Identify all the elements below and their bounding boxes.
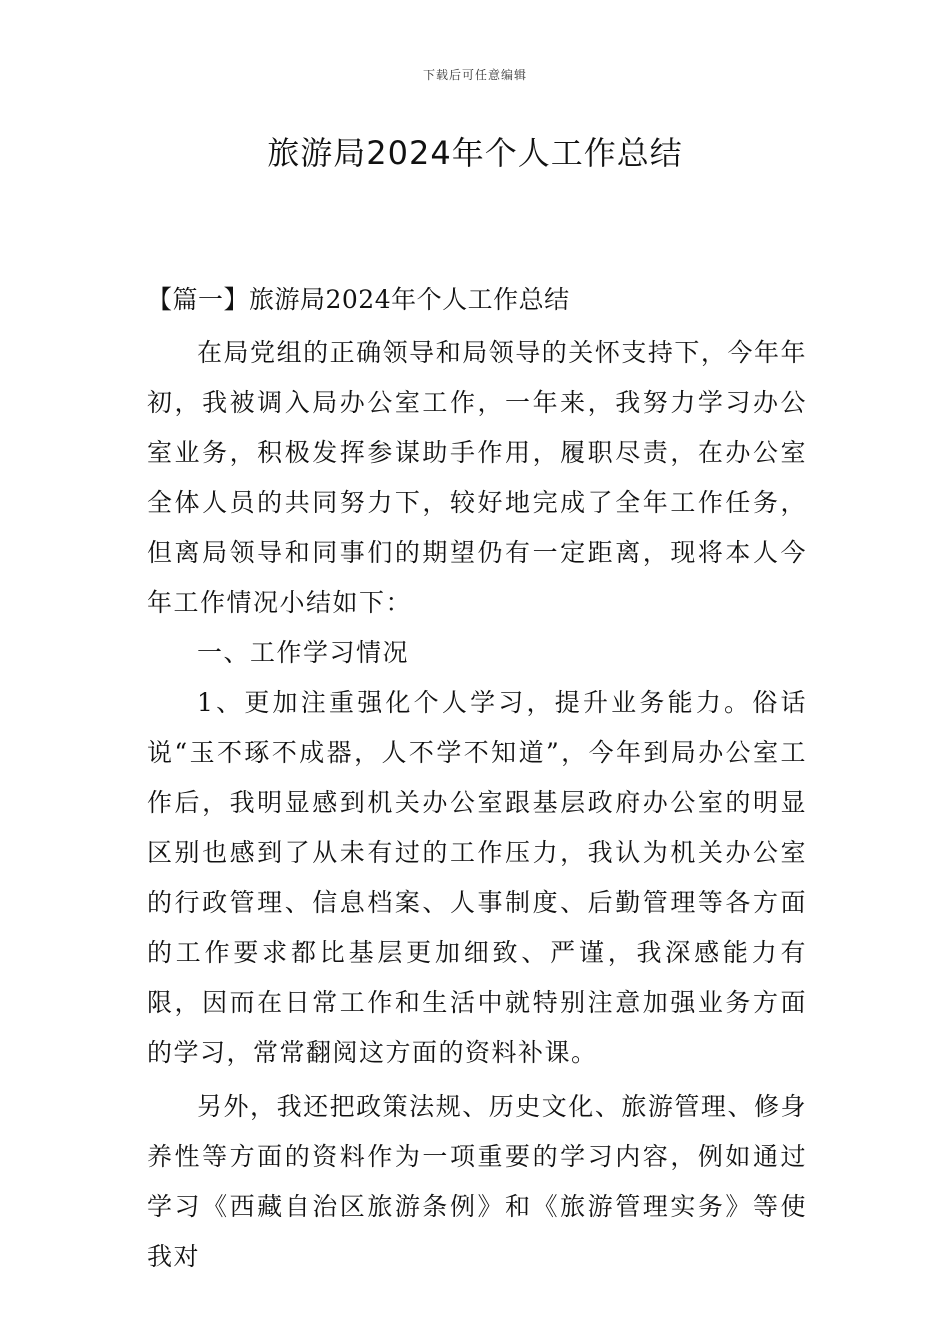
paragraph-additional: 另外，我还把政策法规、历史文化、旅游管理、修身养性等方面的资料作为一项重要的学习内容，例如通过学习《西藏自治区旅游条例》和《旅游管理实务》等使我对 <box>147 1092 807 1271</box>
paragraph-study: 1、更加注重强化个人学习，提升业务能力。俗话说“玉不琢不成器，人不学不知道”，今年到局办公室工作后，我明显感到机关办公室跟基层政府办公室的明显区别也感到了从未有过的工作压力，我认为机关办公室的行政管理、信息档案、人事制度、后勤管理等各方面的工作要求都比基层更加细致、严谨，我深感能力有限，因而在日常工作和生活中就特别注意加强业务方面的学习，常常翻阅这方面的资料补课。 <box>147 688 807 1067</box>
document-title: 旅游局2024年个人工作总结 <box>267 134 683 172</box>
paragraph-intro: 在局党组的正确领导和局领导的关怀支持下，今年年初，我被调入局办公室工作，一年来，我努力学习办公室业务，积极发挥参谋助手作用，履职尽责，在办公室全体人员的共同努力下，较好地完成了全年工作任务，但离局领导和同事们的期望仍有一定距离，现将本人今年工作情况小结如下： <box>147 338 807 617</box>
section-heading: 【篇一】旅游局2024年个人工作总结 <box>147 285 570 314</box>
header-note: 下载后可任意编辑 <box>422 68 527 82</box>
document-body <box>147 280 807 1282</box>
paragraph-subheading: 一、工作学习情况 <box>197 638 410 667</box>
